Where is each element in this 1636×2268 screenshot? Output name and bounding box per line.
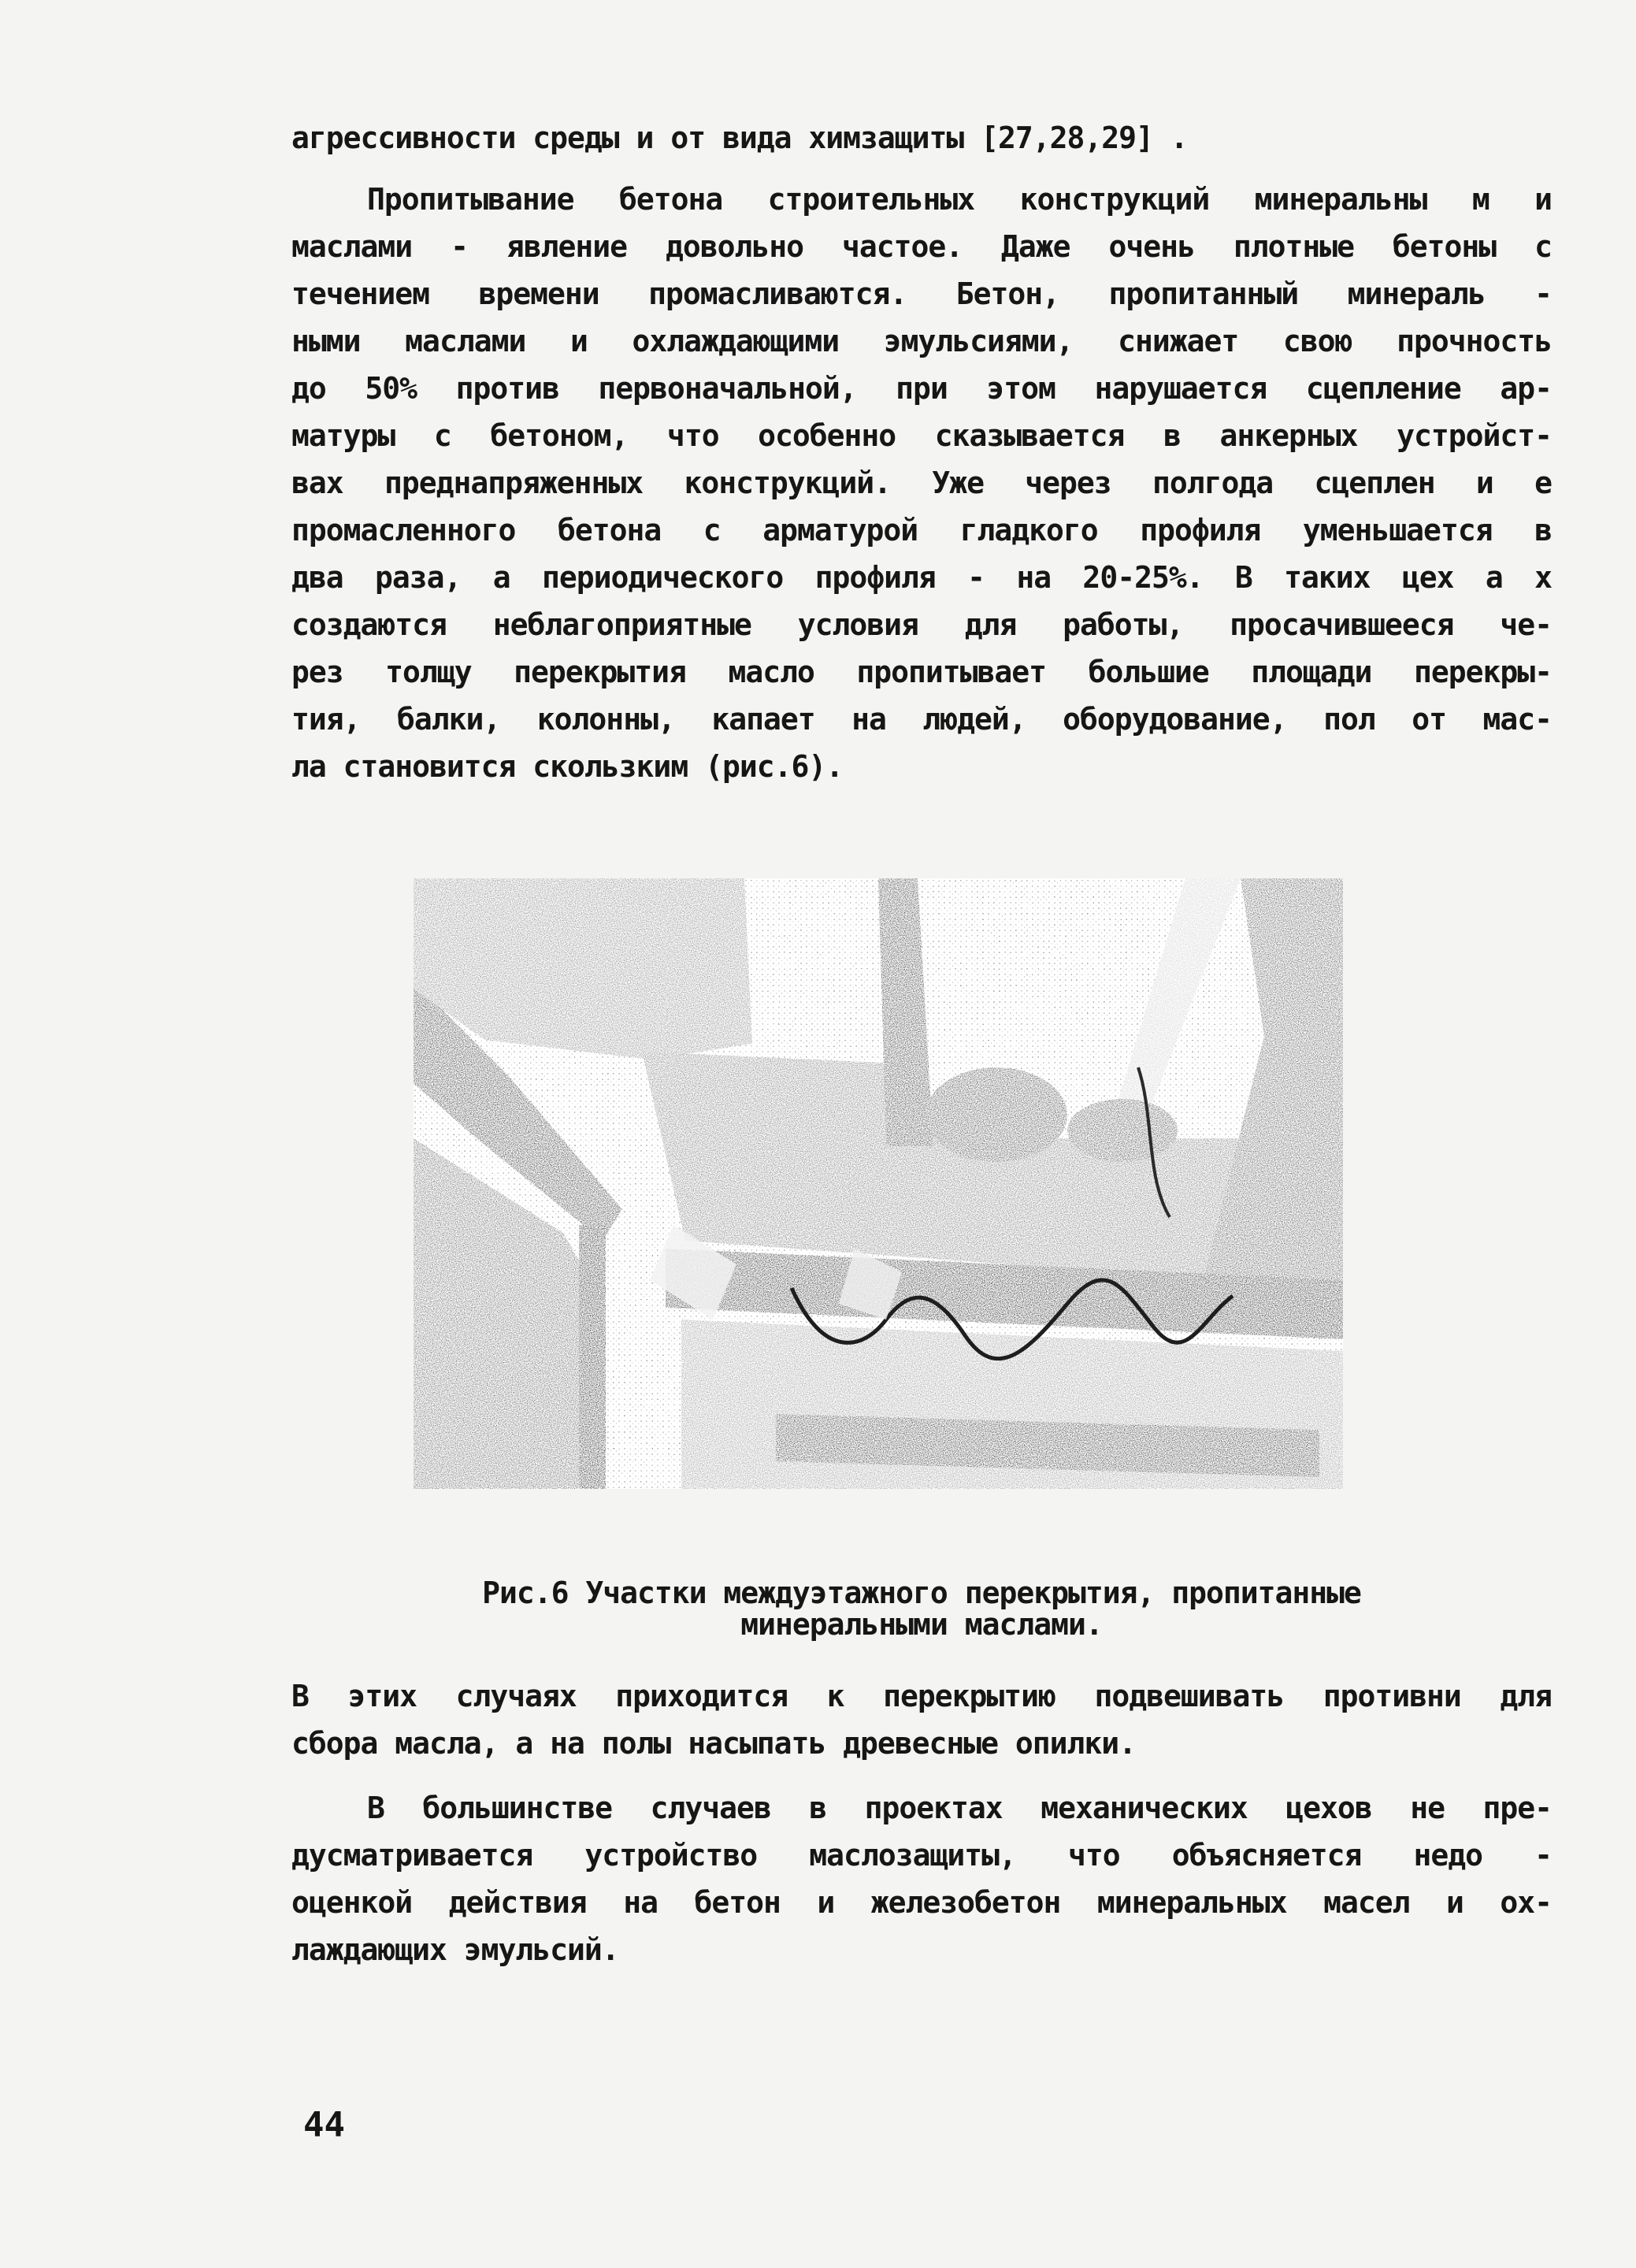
text-line: лаждающих эмульсий. — [291, 1932, 619, 1967]
text-line: В этих случаях приходится к перекрытию подвешивать противни для — [291, 1679, 1552, 1713]
caption-line: минеральными маслами. — [740, 1607, 1103, 1642]
text-line: Пропитывание бетона строительных конструкций минеральны м и — [367, 182, 1552, 217]
text-line: течением времени промасливаются. Бетон, пропитанный минераль - — [291, 277, 1552, 311]
text-line: сбора масла, а на полы насыпать древесные опилки. — [291, 1726, 1137, 1761]
text-line: В большинстве случаев в проектах механических цехов не пре- — [367, 1791, 1552, 1825]
text-line: ла становится скользким (рис.6). — [291, 749, 844, 784]
text-line: создаются неблагоприятные условия для работы, просачившееся че- — [291, 607, 1552, 642]
text-line: рез толщу перекрытия масло пропитывает большие площади перекры- — [291, 655, 1552, 689]
text-line: оценкой действия на бетон и железобетон минеральных масел и ох- — [291, 1885, 1552, 1920]
text-line: тия, балки, колонны, капает на людей, оборудование, пол от мас- — [291, 702, 1552, 737]
ceiling-photo-illustration — [414, 878, 1343, 1489]
text-line: ными маслами и охлаждающими эмульсиями, снижает свою прочность — [291, 324, 1552, 358]
figure-caption — [291, 1578, 1552, 1641]
text-line: агрессивности среды и от вида химзащиты [27,28,29] . — [291, 121, 1188, 155]
figure-photo — [414, 878, 1343, 1489]
text-line: промасленного бетона с арматурой гладкого профиля уменьшается в — [291, 513, 1552, 548]
text-line: два раза, а периодического профиля - на 20-25%. В таких цех а х — [291, 560, 1552, 595]
intro-line — [291, 114, 1552, 161]
text-line: маслами - явление довольно частое. Даже очень плотные бетоны с — [291, 229, 1552, 264]
paragraph-oil-impregnation — [291, 176, 1552, 790]
text-line: вах преднапряженных конструкций. Уже через полгода сцеплен и е — [291, 466, 1552, 500]
text-line: дусматривается устройство маслозащиты, что объясняется недо - — [291, 1838, 1552, 1873]
caption-line: Рис.6 Участки междуэтажного перекрытия, пропитанные — [482, 1576, 1361, 1610]
page-number: 44 — [303, 2105, 345, 2145]
text-line: матуры с бетоном, что особенно сказывается в анкерных устройст- — [291, 418, 1552, 453]
paragraph-design-practice — [291, 1784, 1552, 1973]
paragraph-oil-collection — [291, 1672, 1552, 1767]
text-line: до 50% против первоначальной, при этом нарушается сцепление ар- — [291, 371, 1552, 406]
